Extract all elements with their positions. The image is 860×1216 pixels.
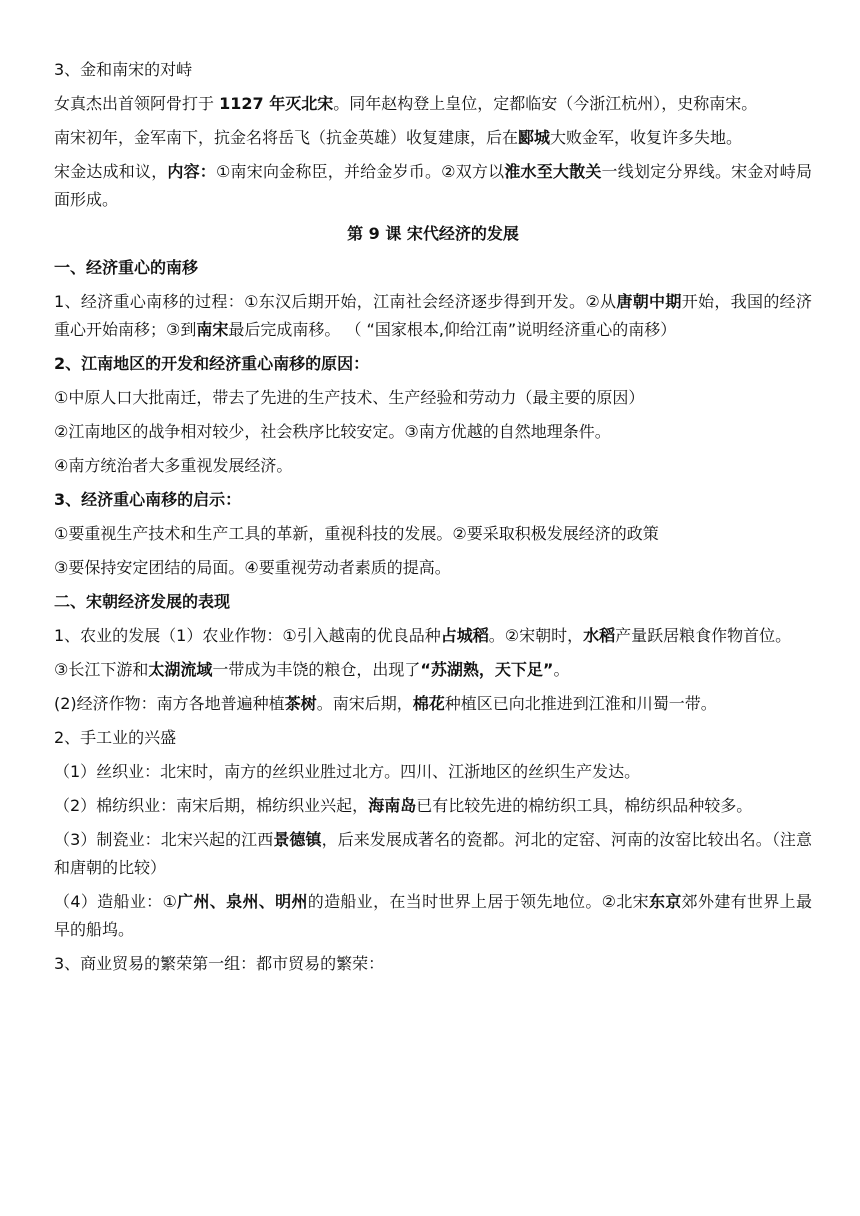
bold-text: 占城稻 [440,626,489,645]
para-7 [54,418,812,446]
text-run: 产量跃居粮食作物首位。 [615,626,792,645]
text-run: 种植区已向北推进到江淮和川蜀一带。 [444,694,717,713]
text-run: 。南宋后期， [316,694,413,713]
bold-text: 郾城 [518,128,551,147]
bold-text: 1127 年灭北宋 [219,94,334,113]
bold-text: 水稻 [583,626,616,645]
bold-text: 太湖流域 [148,660,213,679]
bold-text: 内容： [167,162,217,181]
para-17 [54,826,812,882]
text-run: 郊外建有世界上最早的船坞。 [54,892,812,939]
text-run: ③要保持安定团结的局面。④要重视劳动者素质的提高。 [54,558,451,577]
text-run: ④南方统治者大多重视发展经济。 [54,456,293,475]
para-4 [54,158,812,214]
bold-text: 景德镇 [273,830,322,849]
para-19 [54,950,812,978]
text-run: 1、农业的发展（1）农业作物：①引入越南的优良品种 [54,626,441,645]
text-run: ①中原人口大批南迁，带去了先进的生产技术、生产经验和劳动力（最主要的原因） [54,388,645,407]
para-14 [54,724,812,752]
text-run: 。②宋朝时， [488,626,584,645]
text-run: 一线划定分界线。宋金对峙局面形成。 [54,162,812,209]
text-run: ，后来发展成著名的瓷都。河北的定窑、河南的汝窑比较出名。（注意和唐朝的比较） [54,830,812,877]
bold-text: 淮水至大散关 [504,162,602,181]
bold-text: 海南岛 [368,796,417,815]
para-5 [54,288,812,344]
para-1 [54,56,812,84]
bold-text: “苏湖熟，天下足” [420,660,554,679]
heading-3 [54,486,812,514]
text-run: 3、经济重心南移的启示： [54,490,242,509]
text-run: （3）制瓷业：北宋兴起的江西 [54,830,274,849]
para-9 [54,520,812,548]
para-11 [54,622,812,650]
para-18 [54,888,812,944]
text-run: 2、江南地区的开发和经济重心南移的原因： [54,354,370,373]
text-run: 3、金和南宋的对峙 [54,60,193,79]
text-run: ①要重视生产技术和生产工具的革新，重视科技的发展。②要采取积极发展经济的政策 [54,524,659,543]
text-run: 二、宋朝经济发展的表现 [54,592,231,611]
para-15 [54,758,812,786]
para-8 [54,452,812,480]
text-run: 一、经济重心的南移 [54,258,199,277]
text-run: ③长江下游和 [54,660,149,679]
para-6 [54,384,812,412]
text-run: 。 [553,660,570,679]
text-run: 一带成为丰饶的粮仓，出现了 [212,660,421,679]
heading-2 [54,350,812,378]
bold-text: 棉花 [412,694,445,713]
heading-4 [54,588,812,616]
text-run: 2、手工业的兴盛 [54,728,177,747]
bold-text: 广州、泉州、明州 [177,892,308,911]
text-run: （4）造船业：① [54,892,178,911]
bold-text: 东京 [649,892,682,911]
text-run: 大败金军，收复许多失地。 [550,128,743,147]
text-run: 南宋初年，金军南下，抗金名将岳飞（抗金英雄）收复建康，后在 [54,128,519,147]
heading-1 [54,254,812,282]
text-run: ①南宋向金称臣，并给金岁币。②双方以 [216,162,505,181]
bold-text: 茶树 [284,694,317,713]
para-3 [54,124,812,152]
bold-text: 唐朝中期 [616,292,682,311]
para-10 [54,554,812,582]
lesson-title [54,220,812,248]
text-run: 最后完成南移。 （ “国家根本,仰给江南”说明经济重心的南移） [228,320,677,339]
text-run: 宋金达成和议， [54,162,168,181]
text-run: 开始，我国的经济重心开始南移；③到 [54,292,812,339]
para-12 [54,656,812,684]
text-run: (2)经济作物：南方各地普遍种植 [54,694,285,713]
text-run: 。同年赵构登上皇位，定都临安（今浙江杭州），史称南宋。 [333,94,758,113]
bold-text: 南宋 [196,320,229,339]
text-run: （1）丝织业：北宋时，南方的丝织业胜过北方。四川、江浙地区的丝织生产发达。 [54,762,641,781]
text-run: 第 9 课 宋代经济的发展 [347,224,519,243]
text-run: 已有比较先进的棉纺织工具，棉纺织品种较多。 [416,796,753,815]
para-16 [54,792,812,820]
text-run: 3、商业贸易的繁荣第一组：都市贸易的繁荣： [54,954,385,973]
text-run: 女真杰出首领阿骨打于 [54,94,220,113]
text-run: 1、经济重心南移的过程：①东汉后期开始，江南社会经济逐步得到开发。②从 [54,292,617,311]
text-run: ②江南地区的战争相对较少，社会秩序比较安定。③南方优越的自然地理条件。 [54,422,611,441]
text-run: （2）棉纺织业：南宋后期，棉纺织业兴起， [54,796,369,815]
text-run: 的造船业，在当时世界上居于领先地位。②北宋 [307,892,650,911]
para-2 [54,90,812,118]
para-13 [54,690,812,718]
